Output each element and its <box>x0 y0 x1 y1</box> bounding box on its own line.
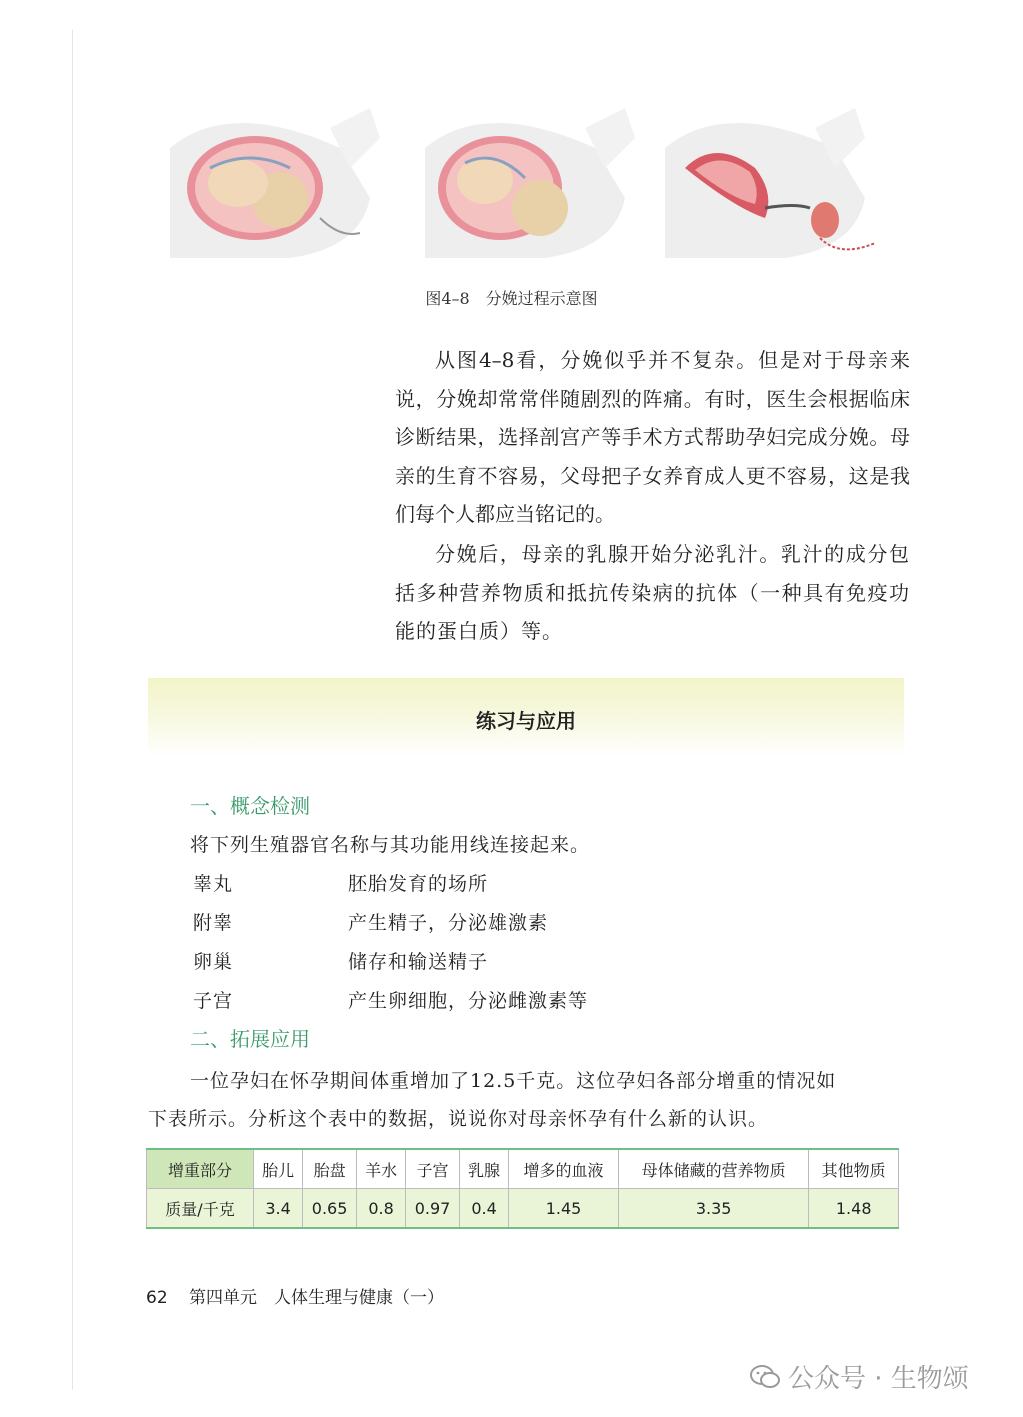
table-column-header: 胎儿 <box>254 1149 303 1189</box>
page-edge <box>72 30 73 1390</box>
table-cell: 0.4 <box>459 1189 508 1229</box>
table-column-header: 其他物质 <box>809 1149 899 1189</box>
table-column-header: 羊水 <box>356 1149 405 1189</box>
function-label: 胚胎发育的场所 <box>348 873 489 895</box>
table-header-row <box>147 1149 899 1189</box>
function-label: 储存和输送精子 <box>348 951 489 973</box>
body-paragraph-2 <box>395 535 910 651</box>
exercise-title: 练习与应用 <box>476 709 576 733</box>
table-column-header: 母体储藏的营养物质 <box>618 1149 808 1189</box>
table-cell: 0.65 <box>303 1189 357 1229</box>
table-cell: 3.4 <box>254 1189 303 1229</box>
organ-label: 子宫 <box>193 990 234 1012</box>
table-cell: 1.48 <box>809 1189 899 1229</box>
birth-stage-3-illustration <box>665 108 875 278</box>
table-cell: 3.35 <box>618 1189 808 1229</box>
watermark <box>750 1358 969 1395</box>
organ-label: 卵巢 <box>193 951 234 973</box>
table-row-label: 质量/千克 <box>147 1189 254 1229</box>
birth-stage-2-illustration <box>425 108 635 278</box>
weight-gain-table <box>146 1148 899 1229</box>
unit-title: 第四单元 人体生理与健康（一） <box>189 1288 445 1308</box>
table-cell: 0.97 <box>406 1189 460 1229</box>
page-footer <box>146 1283 444 1308</box>
function-label: 产生精子，分泌雄激素 <box>348 912 549 934</box>
organ-label: 睾丸 <box>193 873 234 895</box>
childbirth-figure <box>170 108 890 278</box>
section-heading-extended-application: 二、拓展应用 <box>190 1027 310 1051</box>
table-row-label: 增重部分 <box>147 1149 254 1189</box>
paragraph-text: 分娩后，母亲的乳腺开始分泌乳汁。乳汁的成分包括多种营养物质和抵抗传染病的抗体（一种具有免疫功能的蛋白质）等。 <box>395 542 910 643</box>
table-column-header: 乳腺 <box>459 1149 508 1189</box>
watermark-text: 公众号 · 生物颂 <box>788 1364 969 1394</box>
extended-question-line-1: 一位孕妇在怀孕期间体重增加了12.5千克。这位孕妇各部分增重的情况如 <box>190 1070 837 1092</box>
table-column-header: 子宫 <box>406 1149 460 1189</box>
table-cell: 1.45 <box>509 1189 619 1229</box>
function-label: 产生卵细胞，分泌雌激素等 <box>348 990 589 1012</box>
birth-stage-1-illustration <box>170 108 380 278</box>
extended-question-line-2: 下表所示。分析这个表中的数据，说说你对母亲怀孕有什么新的认识。 <box>148 1108 769 1130</box>
section-heading-concept-check: 一、概念检测 <box>190 794 310 818</box>
wechat-icon <box>750 1364 780 1390</box>
organ-label: 附睾 <box>193 912 234 934</box>
table-column-header: 增多的血液 <box>509 1149 619 1189</box>
figure-caption: 图4–8 分娩过程示意图 <box>425 289 598 308</box>
exercise-instruction: 将下列生殖器官名称与其功能用线连接起来。 <box>190 834 591 856</box>
page-number: 62 <box>146 1288 168 1308</box>
body-paragraph-1 <box>395 341 910 534</box>
table-cell: 0.8 <box>356 1189 405 1229</box>
paragraph-text: 从图4–8看，分娩似乎并不复杂。但是对于母亲来说，分娩却常常伴随剧烈的阵痛。有时，医生会根据临床诊断结果，选择剖宫产等手术方式帮助孕妇完成分娩。母亲的生育不容易，父母把子女养育成人更不容易，这是我们每个人都应当铭记的。 <box>395 348 910 526</box>
table-column-header: 胎盘 <box>303 1149 357 1189</box>
table-value-row <box>147 1189 899 1229</box>
